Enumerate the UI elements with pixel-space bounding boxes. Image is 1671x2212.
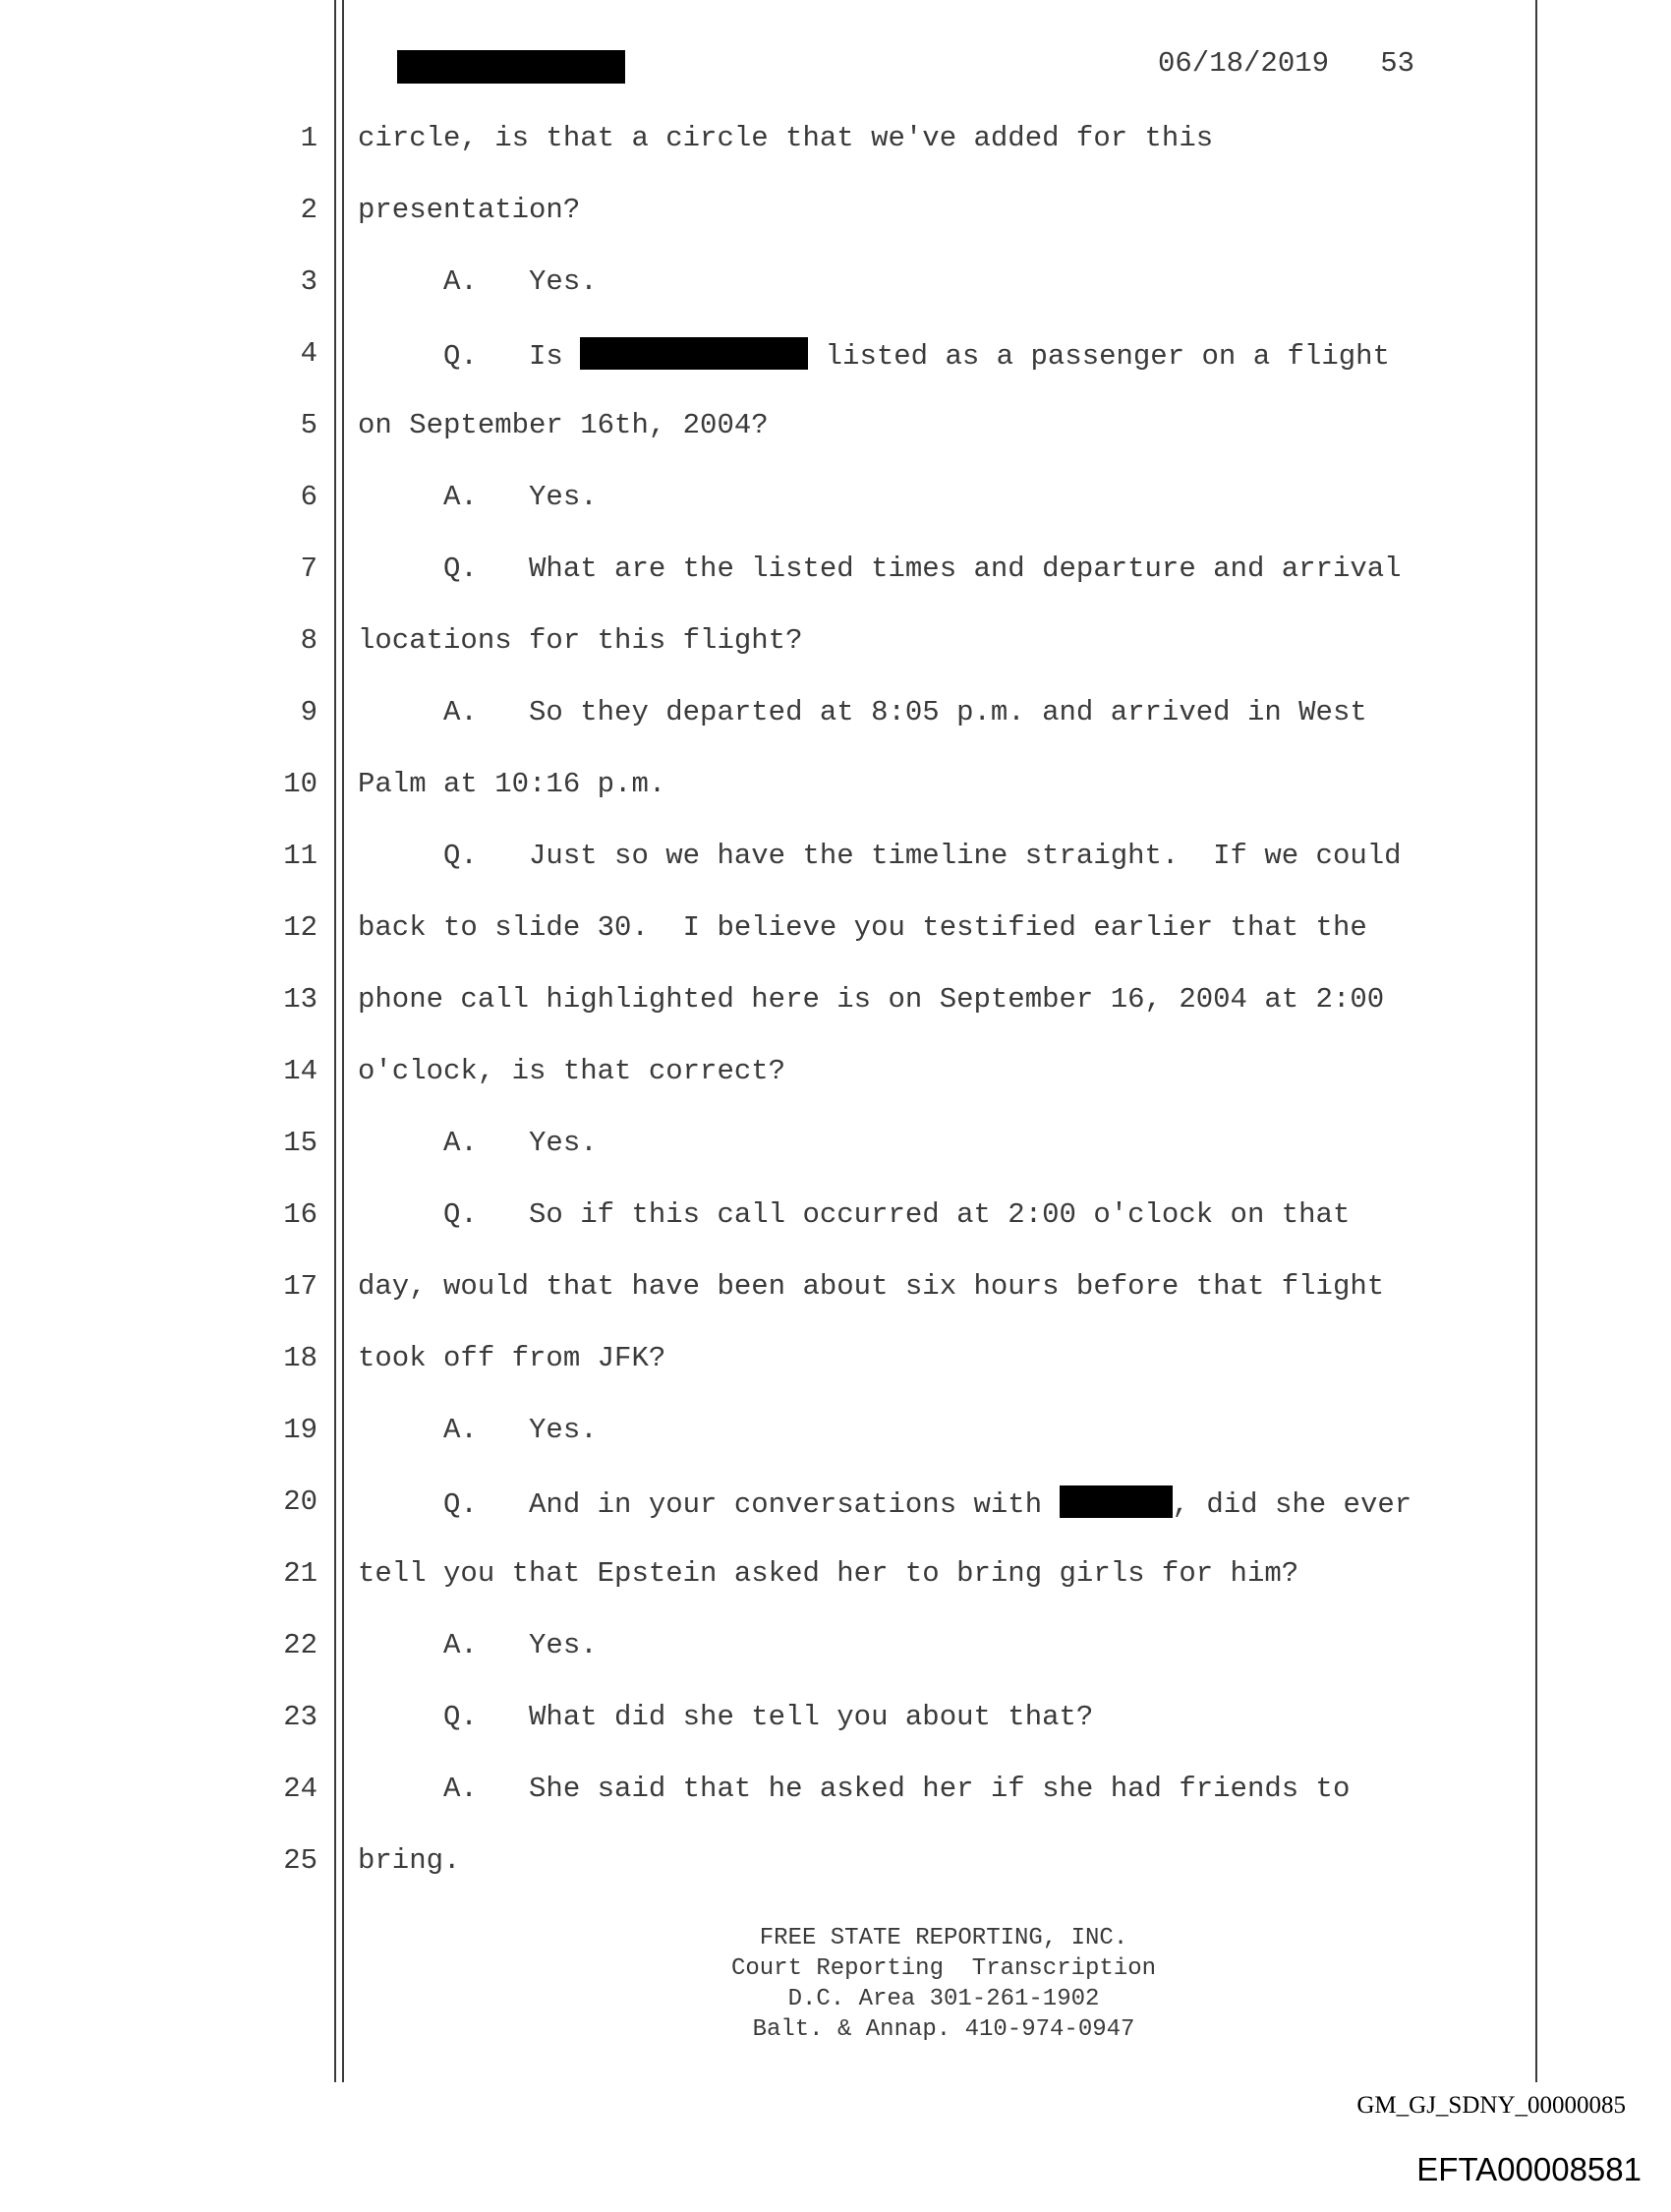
line-number: 1 — [300, 122, 317, 154]
line-text — [358, 1485, 1412, 1521]
transcript-line-21 — [0, 1557, 1671, 1616]
line-number: 5 — [300, 409, 317, 441]
transcript-line-5 — [0, 409, 1671, 468]
line-text: day, would that have been about six hours before that flight — [358, 1270, 1385, 1303]
transcript-line-9 — [0, 696, 1671, 755]
footer-dc-phone: D.C. Area 301-261-1902 — [787, 1986, 1100, 2012]
transcript-line-22 — [0, 1629, 1671, 1688]
line-text: A. Yes. — [358, 1127, 598, 1159]
header-redaction-box — [397, 50, 625, 84]
line-text-after-redaction: , did she ever — [1172, 1488, 1412, 1521]
transcript-line-16 — [0, 1198, 1671, 1257]
page-number: 53 — [1380, 47, 1415, 80]
transcript-line-4 — [0, 337, 1671, 396]
line-number: 12 — [283, 911, 317, 944]
transcript-line-25 — [0, 1844, 1671, 1903]
line-number: 20 — [283, 1485, 317, 1518]
transcript-line-10 — [0, 768, 1671, 827]
transcript-line-8 — [0, 624, 1671, 683]
line-text: presentation? — [358, 194, 581, 226]
line-text: A. Yes. — [358, 481, 598, 513]
transcript-line-24 — [0, 1773, 1671, 1832]
line-number: 10 — [283, 768, 317, 800]
bates-number: GM_GJ_SDNY_00000085 — [1356, 2092, 1626, 2119]
line-number: 19 — [283, 1414, 317, 1446]
line-text: phone call highlighted here is on September 16, 2004 at 2:00 — [358, 983, 1385, 1016]
line-text: Palm at 10:16 p.m. — [358, 768, 666, 800]
line-number: 11 — [283, 840, 317, 872]
transcript-line-17 — [0, 1270, 1671, 1329]
line-number: 9 — [300, 696, 317, 728]
line-text-before-redaction: Q. And in your conversations with — [358, 1488, 1060, 1521]
transcript-line-15 — [0, 1127, 1671, 1186]
line-number: 15 — [283, 1127, 317, 1159]
line-number: 25 — [283, 1844, 317, 1877]
line-text-after-redaction: listed as a passenger on a flight — [808, 340, 1390, 373]
line-number: 8 — [300, 624, 317, 657]
line-text: A. Yes. — [358, 1414, 598, 1446]
line-number: 4 — [300, 337, 317, 370]
line-number: 22 — [283, 1629, 317, 1661]
line-text: on September 16th, 2004? — [358, 409, 769, 441]
line-number: 6 — [300, 481, 317, 513]
line-number: 21 — [283, 1557, 317, 1590]
reporter-footer — [649, 1923, 1239, 2045]
line-number: 23 — [283, 1701, 317, 1733]
line-text-before-redaction: Q. Is — [358, 340, 581, 373]
line-number: 24 — [283, 1773, 317, 1805]
line-text: Q. Just so we have the timeline straight. If we could — [358, 840, 1402, 872]
line-number: 14 — [283, 1055, 317, 1087]
line-number: 3 — [300, 265, 317, 298]
line-text: took off from JFK? — [358, 1342, 666, 1374]
transcript-line-11 — [0, 840, 1671, 899]
transcript-line-6 — [0, 481, 1671, 540]
footer-services: Court Reporting Transcription — [730, 1955, 1157, 1982]
line-text: Q. What are the listed times and departure and arrival — [358, 553, 1402, 585]
name-redaction-box — [1060, 1485, 1173, 1518]
footer-company: FREE STATE REPORTING, INC. — [759, 1925, 1128, 1951]
transcript-line-12 — [0, 911, 1671, 970]
line-text: back to slide 30. I believe you testified earlier that the — [358, 911, 1367, 944]
transcript-line-13 — [0, 983, 1671, 1042]
transcript-line-18 — [0, 1342, 1671, 1401]
line-text: locations for this flight? — [358, 624, 803, 657]
line-number: 16 — [283, 1198, 317, 1231]
transcript-line-7 — [0, 553, 1671, 611]
transcript-line-19 — [0, 1414, 1671, 1473]
name-redaction-box — [580, 337, 808, 370]
header-date: 06/18/2019 — [1158, 47, 1330, 80]
line-text: A. She said that he asked her if she had friends to — [358, 1773, 1351, 1805]
line-text: A. Yes. — [358, 265, 598, 298]
efta-number: EFTA00008581 — [1416, 2151, 1642, 2187]
line-text: A. So they departed at 8:05 p.m. and arrived in West — [358, 696, 1367, 728]
page-header — [1158, 47, 1414, 80]
line-text — [358, 337, 1390, 373]
line-text: tell you that Epstein asked her to bring girls for him? — [358, 1557, 1299, 1590]
transcript-line-14 — [0, 1055, 1671, 1114]
line-number: 13 — [283, 983, 317, 1016]
transcript-line-3 — [0, 265, 1671, 324]
line-text: A. Yes. — [358, 1629, 598, 1661]
line-number: 7 — [300, 553, 317, 585]
line-text: Q. So if this call occurred at 2:00 o'clock on that — [358, 1198, 1351, 1231]
line-number: 17 — [283, 1270, 317, 1303]
line-text: o'clock, is that correct? — [358, 1055, 786, 1087]
transcript-line-2 — [0, 194, 1671, 253]
line-text: bring. — [358, 1844, 461, 1877]
line-number: 2 — [300, 194, 317, 226]
line-text: circle, is that a circle that we've added for this — [358, 122, 1214, 154]
line-text: Q. What did she tell you about that? — [358, 1701, 1094, 1733]
line-number: 18 — [283, 1342, 317, 1374]
transcript-line-20 — [0, 1485, 1671, 1544]
transcript-line-23 — [0, 1701, 1671, 1760]
transcript-line-1 — [0, 122, 1671, 181]
footer-balt-phone: Balt. & Annap. 410-974-0947 — [752, 2016, 1135, 2043]
